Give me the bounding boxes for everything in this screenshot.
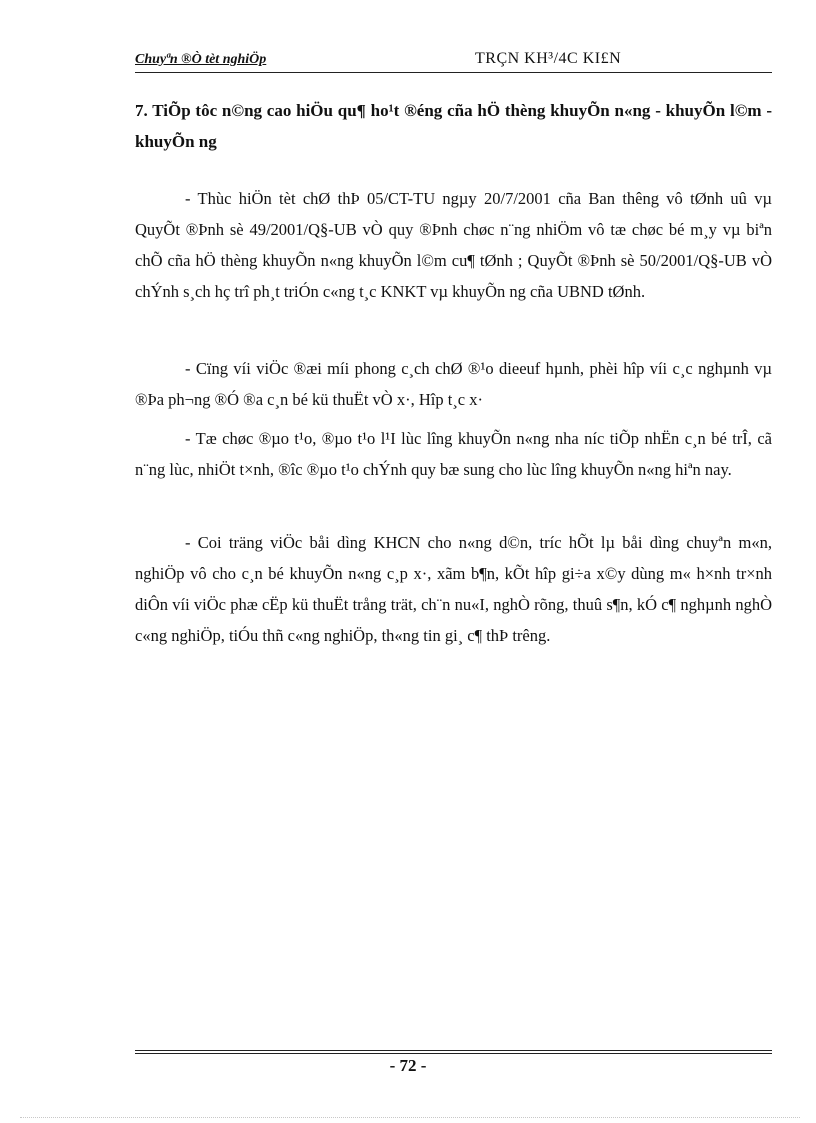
header-document-type: Chuyªn ®Ò tèt nghiÖp <box>135 52 267 67</box>
body-paragraph-4: - Coi träng viÖc båi dìng KHCN cho n«ng d©n, tríc hÕt lµ båi dìng chuyªn m«n, nghiÖp vô cho c¸n bé khuyÕn n«ng c¸p x·, xãm b¶n, kÕt hîp gi÷a x©y dùng m« h×nh tr×nh diÔn víi viÖc phæ cËp kü thuËt trång trät, ch¨n nu«I, nghÒ rõng, thuû s¶n, kÓ c¶ nghµnh nghÒ c«ng nghiÖp, tiÓu thñ c«ng nghiÖp, th«ng tin gi¸ c¶ thÞ trêng. <box>135 532 772 645</box>
page-header <box>135 48 772 73</box>
body-paragraph-2: - Cïng víi viÖc ®æi míi phong c¸ch chØ ®¹o dieeuf hµnh, phèi hîp víi c¸c nghµnh vµ ®Þa ph¬ng ®Ó ®a c¸n bé kü thuËt vÒ x·, Hîp t¸c x· <box>135 358 772 409</box>
page-number: - 72 - <box>389 1056 427 1075</box>
body-paragraph-3: - Tæ chøc ®µo t¹o, ®µo t¹o l¹I lùc lîng khuyÕn n«ng nha níc tiÕp nhËn c¸n bé trÎ, cã n¨ng lùc, nhiÖt t×nh, ®îc ®µo t¹o chÝnh quy bæ sung cho lùc lîng khuyÕn n«ng hiªn nay. <box>135 428 772 479</box>
page-edge-divider <box>20 1117 800 1118</box>
section-heading: 7. TiÕp tôc n©ng cao hiÖu qu¶ ho¹t ®éng cña hÖ thèng khuyÕn n«ng - khuyÕn l©m - khuyÕn ng <box>135 101 772 151</box>
body-paragraph-1: - Thùc hiÖn tèt chØ thÞ 05/CT-TU ngµy 20/7/2001 cña Ban thêng vô tØnh uû vµ QuyÕt ®Þnh sè 49/2001/Q§-UB vÒ quy ®Þnh chøc n¨ng nhiÖm vô tæ chøc bé m¸y vµ biªn chÕ cña hÖ thèng khuyÕn n«ng khuyÕn l©m cu¶ tØnh ; QuyÕt ®Þnh sè 50/2001/Q§-UB vÒ chÝnh s¸ch hç trî ph¸t triÓn c«ng t¸c KNKT vµ khuyÕn ng cña UBND tØnh. <box>135 188 772 301</box>
header-author-name: TRÇN KH³/4C KI£N <box>475 50 622 67</box>
footer-divider-top <box>135 1050 772 1051</box>
footer-divider-bottom <box>135 1053 772 1054</box>
